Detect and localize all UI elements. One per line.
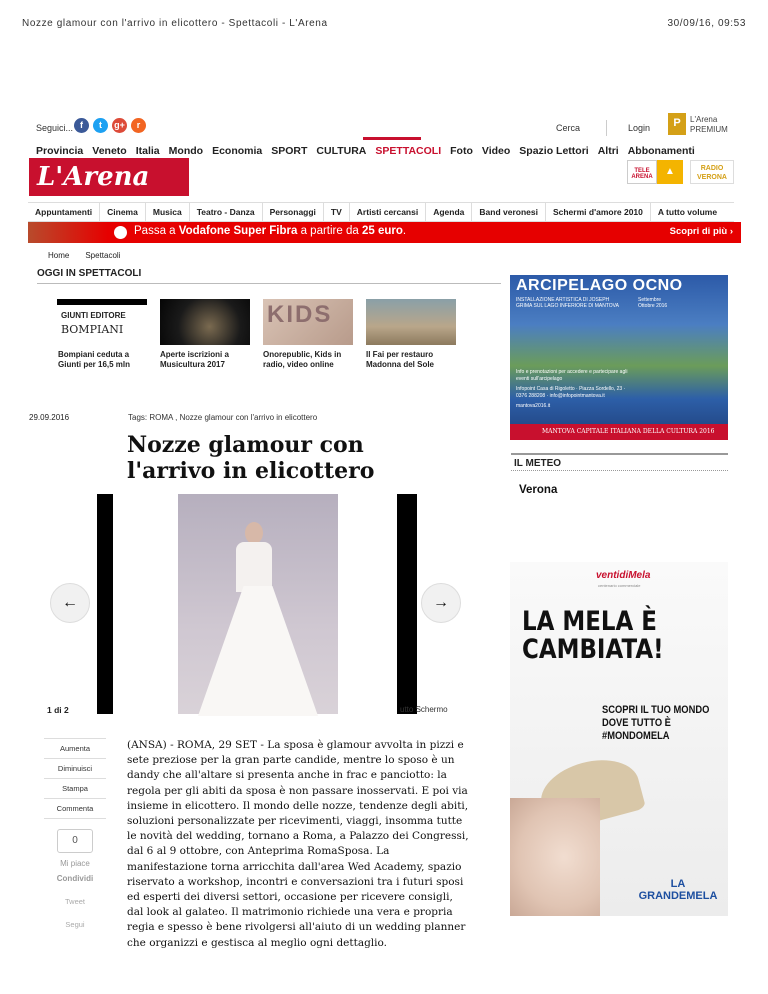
thumb-caption[interactable]: Aperte iscrizioni a Musicultura 2017 [160, 350, 229, 369]
premium-brand: L'Arena [690, 115, 718, 124]
ad-info-contacts: Infopoint Casa di Rigoletto · Piazza Sordello, 23 · 0376 288208 · info@infopointmantova.it [516, 386, 626, 399]
subnav-personaggi[interactable]: Personaggi [263, 203, 324, 221]
meteo-city[interactable]: Verona [519, 484, 558, 496]
thumb-image-madonna[interactable] [366, 299, 456, 345]
ad-footer: MANTOVA CAPITALE ITALIANA DELLA CULTURA 2016 [510, 424, 728, 440]
banner-price: 25 euro [361, 225, 403, 237]
nav-provincia[interactable]: Provincia [36, 145, 84, 157]
telearena-play-icon[interactable]: ▲ [657, 160, 683, 184]
premium-text: PREMIUM [690, 125, 728, 134]
telearena-logo[interactable]: TELE ARENA [627, 160, 657, 184]
subnav-agenda[interactable]: Agenda [426, 203, 472, 221]
ad-info-text: Info e prenotazioni per accedere e partecipare agli eventi sull'arcipelago [516, 369, 628, 382]
nav-spazio-lettori[interactable]: Spazio Lettori [519, 145, 589, 157]
ad-grande-mela[interactable] [510, 562, 728, 916]
nav-veneto[interactable]: Veneto [92, 145, 127, 157]
article-headline: Nozze glamour con l'arrivo in elicottero [127, 432, 375, 484]
ad-web: mantova2016.it [516, 403, 551, 409]
like-button[interactable]: Mi piace [60, 859, 90, 868]
print-title: Nozze glamour con l'arrivo in elicottero - Spettacoli - L'Arena [22, 18, 328, 29]
vodafone-banner[interactable] [28, 222, 741, 243]
divider [606, 120, 607, 136]
font-decrease-button[interactable]: Diminuisci [44, 759, 106, 779]
radio-verona-logo[interactable]: RADIO VERONA [690, 160, 734, 184]
gallery-next-button[interactable] [421, 583, 461, 623]
site-logo[interactable]: L'Arena [29, 158, 189, 196]
google-plus-icon[interactable]: g+ [112, 118, 127, 133]
print-button[interactable]: Stampa [44, 779, 106, 799]
comment-button[interactable]: Commenta [44, 799, 106, 819]
font-increase-button[interactable]: Aumenta [44, 738, 106, 759]
banner-brand: Vodafone Super Fibra [178, 225, 298, 237]
giunti-logo: GIUNTI EDITORE [61, 311, 126, 320]
section-title: OGGI IN SPETTACOLI [37, 268, 501, 284]
subnav-a-tutto-volume[interactable]: A tutto volume [657, 207, 718, 217]
ad-dates: Settembre Ottobre 2016 [638, 297, 668, 309]
login-link[interactable]: Login [628, 123, 651, 133]
arrow-left-icon: ← [62, 594, 78, 611]
nav-altri[interactable]: Altri [597, 145, 619, 157]
facebook-icon[interactable]: f [74, 118, 89, 133]
nav-cultura[interactable]: CULTURA [316, 145, 367, 157]
search-link[interactable]: Cerca [556, 123, 581, 133]
bompiani-logo: BOMPIANI [61, 323, 124, 336]
ad-tagline: SCOPRI IL TUO MONDO DOVE TUTTO È #MONDOMELA [602, 704, 710, 742]
premium-badge-icon[interactable]: P [668, 113, 686, 135]
article-body: (ANSA) - ROMA, 29 SET - La sposa è glamour avvolta in pizzi e sete preziose per la gran parte candide, mentre lo sposo è un dandy che all'altare si presenta anche in frac e panciotto: la regola per gli abiti da sposa è non passare inosservati. E poi via insieme in elicottero. Il mondo delle nozze, tendenze degli abiti, soluzioni personalizzate per ricevimenti, viaggi, insomma tutte le novità del wedding, tornano a Roma, a Palazzo dei Congressi, dal 6 al 9 ottobre, con Anteprima RomaSposa. La manifestazione torna arricchita dall'area Wed Academy, spazio riservato a workshop, incontri e conversazioni tra i futuri sposi ed esperti dei diversi settori, occasione per ricevere consigli, dal look al galateo. Il matrimonio richiede una vera e propria regia e spesso è bene rivolgersi all'aiuto di un wedding planner che organizzi e gestisca al meglio ogni dettaglio. [127, 739, 469, 949]
ad-brand: LA GRANDEMELA [638, 878, 718, 902]
nav-spettacoli[interactable]: SPETTACOLI [375, 145, 442, 157]
vodafone-logo-icon [114, 226, 127, 239]
subnav-musica[interactable]: Musica [146, 203, 190, 221]
banner-text-pre: Passa a [134, 225, 179, 237]
banner-text-mid: a partire da [297, 225, 362, 237]
nav-abbonamenti[interactable]: Abbonamenti [627, 145, 695, 157]
print-datetime: 30/09/16, 09:53 [667, 18, 746, 29]
nav-sport[interactable]: SPORT [271, 145, 308, 157]
ad-subtitle: INSTALLAZIONE ARTISTICA DI JOSEPH GRIMA SUL LAGO INFERIORE DI MANTOVA [516, 297, 619, 309]
thumb-image-bompiani[interactable] [57, 299, 147, 345]
print-header [22, 18, 746, 29]
follow-button[interactable]: Segui [65, 920, 85, 929]
banner-cta-label: Scopri di più [669, 226, 728, 237]
like-count: 0 [57, 829, 93, 853]
banner-text [134, 225, 406, 237]
gallery-frame-left [97, 494, 113, 714]
breadcrumb-home[interactable]: Home [48, 251, 70, 260]
nav-economia[interactable]: Economia [212, 145, 263, 157]
meteo-title: IL METEO [514, 458, 562, 469]
ad-face-image [510, 798, 600, 916]
ad-headline: LA MELA È CAMBIATA! [522, 606, 664, 665]
breadcrumb [48, 251, 120, 260]
bride-head [245, 522, 263, 544]
bride-skirt [198, 586, 318, 716]
banner-image [28, 222, 108, 243]
seguici-label: Seguici... [36, 123, 74, 133]
chevron-right-icon: › [729, 226, 733, 237]
nav-video[interactable]: Video [481, 145, 511, 157]
thumb-caption[interactable]: Bompiani ceduta a Giunti per 16,5 mln [58, 350, 131, 369]
banner-text-post: . [402, 225, 407, 237]
subnav-schermi-damore[interactable]: Schermi d'amore 2010 [546, 203, 651, 221]
meteo-dotted-divider [511, 470, 728, 471]
article-date: 29.09.2016 [29, 413, 70, 422]
subnav-artisti-cercansi[interactable]: Artisti cercansi [350, 203, 426, 221]
thumb-image-kids[interactable] [263, 299, 353, 345]
breadcrumb-spettacoli[interactable]: Spettacoli [85, 251, 121, 260]
main-nav [36, 145, 695, 157]
subnav-tv[interactable]: TV [324, 203, 350, 221]
bride-bodice [236, 542, 272, 592]
fullscreen-link[interactable]: utto Schermo [400, 705, 448, 714]
premium-label[interactable] [690, 115, 728, 135]
arrow-right-icon: → [433, 594, 449, 611]
article-tags[interactable]: Tags: ROMA , Nozze glamour con l'arrivo in elicottero [128, 413, 318, 422]
ad-info [516, 369, 636, 410]
nav-foto[interactable]: Foto [450, 145, 473, 157]
tweet-button[interactable]: Tweet [64, 897, 85, 906]
banner-cta[interactable] [670, 226, 733, 237]
ad-title: ARCIPELAGO OCNO [516, 277, 683, 294]
top-bar [28, 113, 726, 145]
ad-logo: ventidiMela [596, 570, 651, 581]
nav-italia[interactable]: Italia [135, 145, 160, 157]
ad-arcipelago-ocno[interactable] [510, 275, 728, 440]
thumb-caption[interactable]: Il Fai per restauro Madonna del Sole [366, 350, 435, 369]
active-section-indicator [363, 137, 421, 140]
section-subnav [28, 202, 734, 222]
subnav-cinema[interactable]: Cinema [100, 203, 146, 221]
thumb-image-musicultura[interactable] [160, 299, 250, 345]
gallery-counter: 1 di 2 [47, 705, 69, 715]
article-tools [44, 738, 106, 929]
gallery-frame-right [397, 494, 417, 714]
gallery-image[interactable] [178, 494, 338, 714]
twitter-icon[interactable]: t [93, 118, 108, 133]
share-button[interactable]: Condividi [56, 874, 94, 883]
thumb-caption[interactable]: Onorepublic, Kids in radio, video online [263, 350, 342, 369]
meteo-divider [511, 453, 728, 455]
gallery-prev-button[interactable] [50, 583, 90, 623]
subnav-teatro-danza[interactable]: Teatro - Danza [190, 203, 263, 221]
subnav-appuntamenti[interactable]: Appuntamenti [28, 203, 100, 221]
rss-icon[interactable]: r [131, 118, 146, 133]
subnav-band-veronesi[interactable]: Band veronesi [472, 203, 546, 221]
ad-logo-sub: centenario commerciale [598, 583, 641, 588]
nav-mondo[interactable]: Mondo [168, 145, 204, 157]
kids-text: KIDS [267, 301, 333, 328]
